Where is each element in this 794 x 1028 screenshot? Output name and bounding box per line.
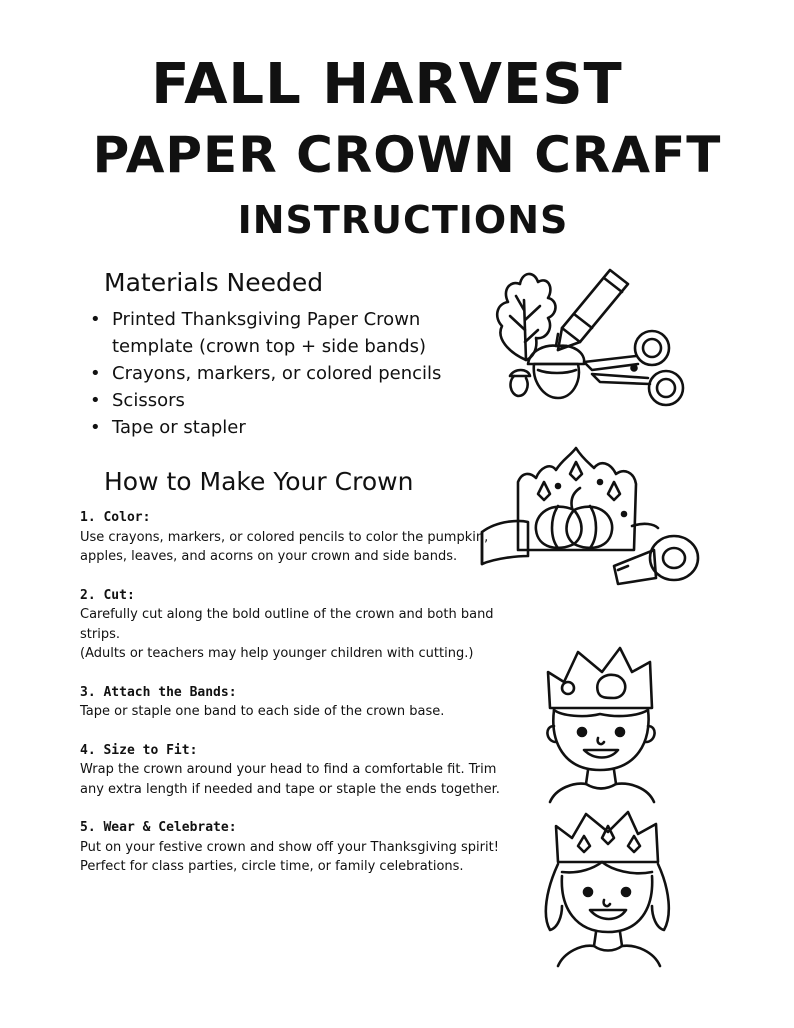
step-title: 4. Size to Fit: [80,742,198,758]
materials-item: • Crayons, markers, or colored pencils [86,360,466,387]
step-title: 5. Wear & Celebrate: [80,820,237,835]
steps-list [80,508,500,896]
step-attach-bands [80,683,500,722]
step-text: Tape or staple one band to each side of the crown base. [80,704,445,719]
how-to-heading: How to Make Your Crown [104,467,414,496]
boy-face-icon [547,710,654,802]
materials-list [86,306,466,441]
crayon-icon [558,270,628,350]
girl-face-icon [546,862,669,966]
girl-illustration [540,806,680,968]
step-text: Carefully cut along the bold outline of the crown and both band strips. [80,607,494,642]
step-title: 1. Color: [80,510,151,525]
step-text: (Adults or teachers may help younger children with cutting.) [80,646,474,661]
materials-item: • Scissors [86,387,466,414]
title-line-3: INSTRUCTIONS [237,198,569,242]
step-cut [80,586,500,664]
materials-item: • Tape or stapler [86,414,466,441]
step-title: 2. Cut: [80,587,135,603]
materials-item: • Printed Thanksgiving Paper Crown template (crown top + side bands) [86,306,466,360]
step-text: Use crayons, markers, or colored pencils to color the pumpkin, apples, leaves, and acorns on your crown and side bands. [80,529,489,564]
title-line-1: FALL HARVEST [151,52,623,117]
crown-illustration [478,438,708,588]
step-text: Perfect for class parties, circle time, or family celebrations. [80,859,464,874]
scissors-icon [584,331,683,405]
step-title: 3. Attach the Bands: [80,684,237,700]
step-text: Wrap the crown around your head to find a comfortable fit. Trim any extra length if needed and tape or staple the ends together. [80,762,500,797]
step-text: Put on your festive crown and show off your Thanksgiving spirit! [80,839,499,855]
materials-heading: Materials Needed [104,268,324,297]
boy-illustration [540,642,670,804]
boy-crown-icon [548,648,652,708]
tape-roll-icon [614,536,698,584]
step-color [80,508,500,567]
title-line-2: PAPER CROWN CRAFT [92,126,722,184]
step-wear-celebrate [80,818,500,877]
materials-illustration [488,260,698,420]
step-size-to-fit [80,741,500,800]
girl-crown-icon [556,812,658,862]
